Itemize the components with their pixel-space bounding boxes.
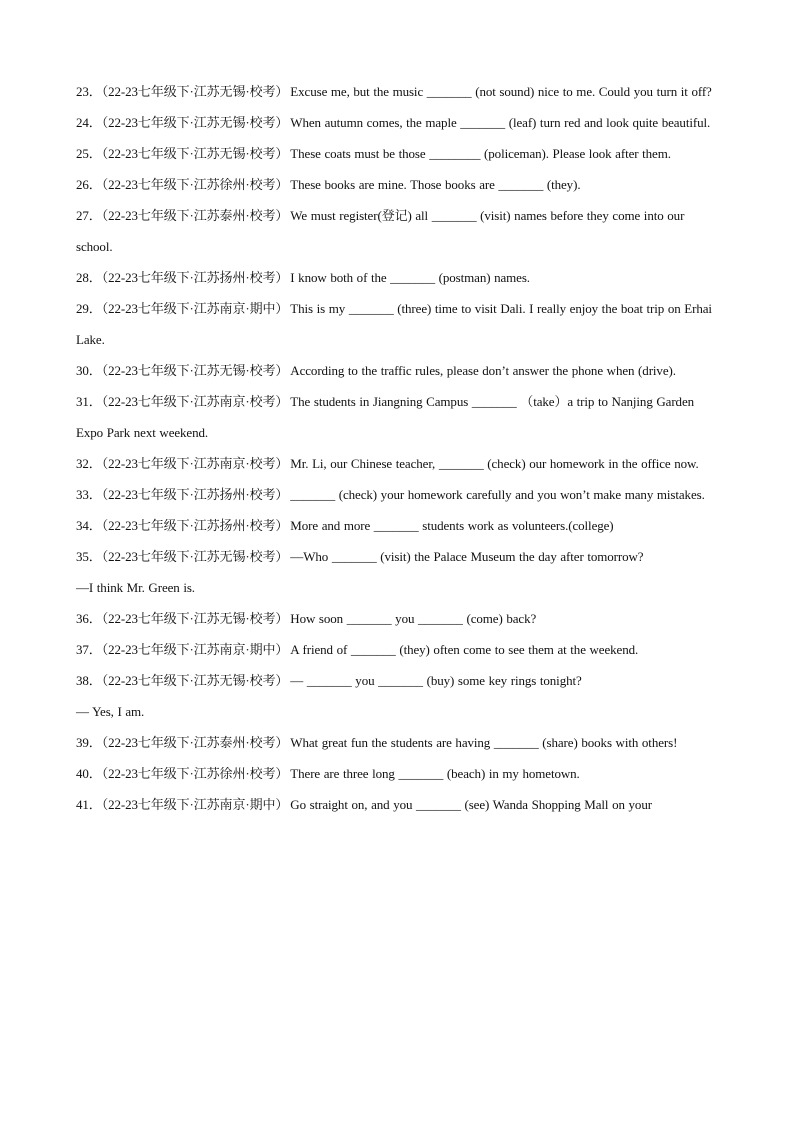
question-number: 39． [76, 735, 102, 750]
question-text: Mr. Li, our Chinese teacher, _______ (check) our homework in the office now. [290, 456, 699, 471]
question-number: 34． [76, 518, 102, 533]
question-text: — Yes, I am. [76, 704, 145, 719]
question-source: （22-23七年级下·江苏泰州·校考） [101, 735, 289, 750]
question-28 [76, 262, 720, 293]
question-32 [76, 448, 720, 479]
question-text: These coats must be those ________ (policeman). Please look after them. [290, 146, 671, 161]
question-source: （22-23七年级下·江苏泰州·校考） [101, 208, 289, 223]
question-number: 37． [76, 642, 102, 657]
question-37 [76, 634, 720, 665]
question-text: How soon _______ you _______ (come) back? [290, 611, 537, 626]
question-source: （22-23七年级下·江苏南京·期中） [101, 642, 289, 657]
question-source: （22-23七年级下·江苏扬州·校考） [101, 518, 289, 533]
question-text: The students in Jiangning Campus _______ （take）a trip to Nanjing Garden Expo Park next weekend. [76, 394, 695, 440]
question-41 [76, 789, 720, 820]
question-number: 31． [76, 394, 102, 409]
question-text: These books are mine. Those books are _______ (they). [290, 177, 581, 192]
question-source: （22-23七年级下·江苏无锡·校考） [101, 115, 289, 130]
question-35 [76, 541, 720, 572]
question-text: When autumn comes, the maple _______ (leaf) turn red and look quite beautiful. [290, 115, 711, 130]
question-text: I know both of the _______ (postman) names. [290, 270, 530, 285]
question-38-reply [76, 696, 720, 727]
question-source: （22-23七年级下·江苏扬州·校考） [101, 270, 289, 285]
question-source: （22-23七年级下·江苏无锡·校考） [101, 363, 289, 378]
question-source: （22-23七年级下·江苏无锡·校考） [101, 146, 289, 161]
question-source: （22-23七年级下·江苏徐州·校考） [101, 766, 289, 781]
question-number: 29． [76, 301, 102, 316]
question-source: （22-23七年级下·江苏南京·期中） [101, 797, 289, 812]
question-number: 30． [76, 363, 102, 378]
question-26 [76, 169, 720, 200]
question-number: 35． [76, 549, 102, 564]
question-text: There are three long _______ (beach) in my hometown. [290, 766, 580, 781]
question-number: 26． [76, 177, 102, 192]
question-36 [76, 603, 720, 634]
question-source: （22-23七年级下·江苏南京·校考） [101, 456, 289, 471]
question-source: （22-23七年级下·江苏徐州·校考） [101, 177, 289, 192]
question-40 [76, 758, 720, 789]
question-number: 38． [76, 673, 102, 688]
question-source: （22-23七年级下·江苏南京·校考） [101, 394, 289, 409]
question-source: （22-23七年级下·江苏无锡·校考） [101, 673, 289, 688]
question-text: Go straight on, and you _______ (see) Wanda Shopping Mall on your [290, 797, 652, 812]
question-24 [76, 107, 720, 138]
question-source: （22-23七年级下·江苏无锡·校考） [101, 84, 289, 99]
question-number: 27． [76, 208, 102, 223]
question-30 [76, 355, 720, 386]
question-source: （22-23七年级下·江苏无锡·校考） [101, 611, 289, 626]
question-25 [76, 138, 720, 169]
question-number: 28． [76, 270, 102, 285]
question-source: （22-23七年级下·江苏南京·期中） [101, 301, 289, 316]
question-number: 41． [76, 797, 102, 812]
question-text: A friend of _______ (they) often come to see them at the weekend. [290, 642, 639, 657]
question-38 [76, 665, 720, 696]
question-33 [76, 479, 720, 510]
question-number: 23． [76, 84, 102, 99]
question-number: 36． [76, 611, 102, 626]
question-text: — _______ you _______ (buy) some key rings tonight? [290, 673, 582, 688]
question-text: This is my _______ (three) time to visit Dali. I really enjoy the boat trip on Erhai Lake. [76, 301, 712, 347]
question-text: We must register(登记) all _______ (visit) names before they come into our school. [76, 208, 685, 254]
question-29 [76, 293, 720, 355]
question-text: Excuse me, but the music _______ (not sound) nice to me. Could you turn it off? [290, 84, 712, 99]
question-number: 40． [76, 766, 102, 781]
question-number: 25． [76, 146, 102, 161]
question-text: More and more _______ students work as volunteers.(college) [290, 518, 614, 533]
question-source: （22-23七年级下·江苏无锡·校考） [101, 549, 289, 564]
question-number: 33． [76, 487, 102, 502]
question-35-reply [76, 572, 720, 603]
question-31 [76, 386, 720, 448]
question-number: 32． [76, 456, 102, 471]
question-text: —Who _______ (visit) the Palace Museum the day after tomorrow? [290, 549, 644, 564]
question-39 [76, 727, 720, 758]
question-source: （22-23七年级下·江苏扬州·校考） [101, 487, 289, 502]
question-text: _______ (check) your homework carefully and you won’t make many mistakes. [290, 487, 705, 502]
question-34 [76, 510, 720, 541]
question-text: —I think Mr. Green is. [76, 580, 195, 595]
question-text: According to the traffic rules, please don’t answer the phone when (drive). [290, 363, 676, 378]
question-number: 24． [76, 115, 102, 130]
question-23 [76, 76, 720, 107]
question-27 [76, 200, 720, 262]
question-text: What great fun the students are having _______ (share) books with others! [290, 735, 678, 750]
worksheet-page [76, 76, 720, 820]
